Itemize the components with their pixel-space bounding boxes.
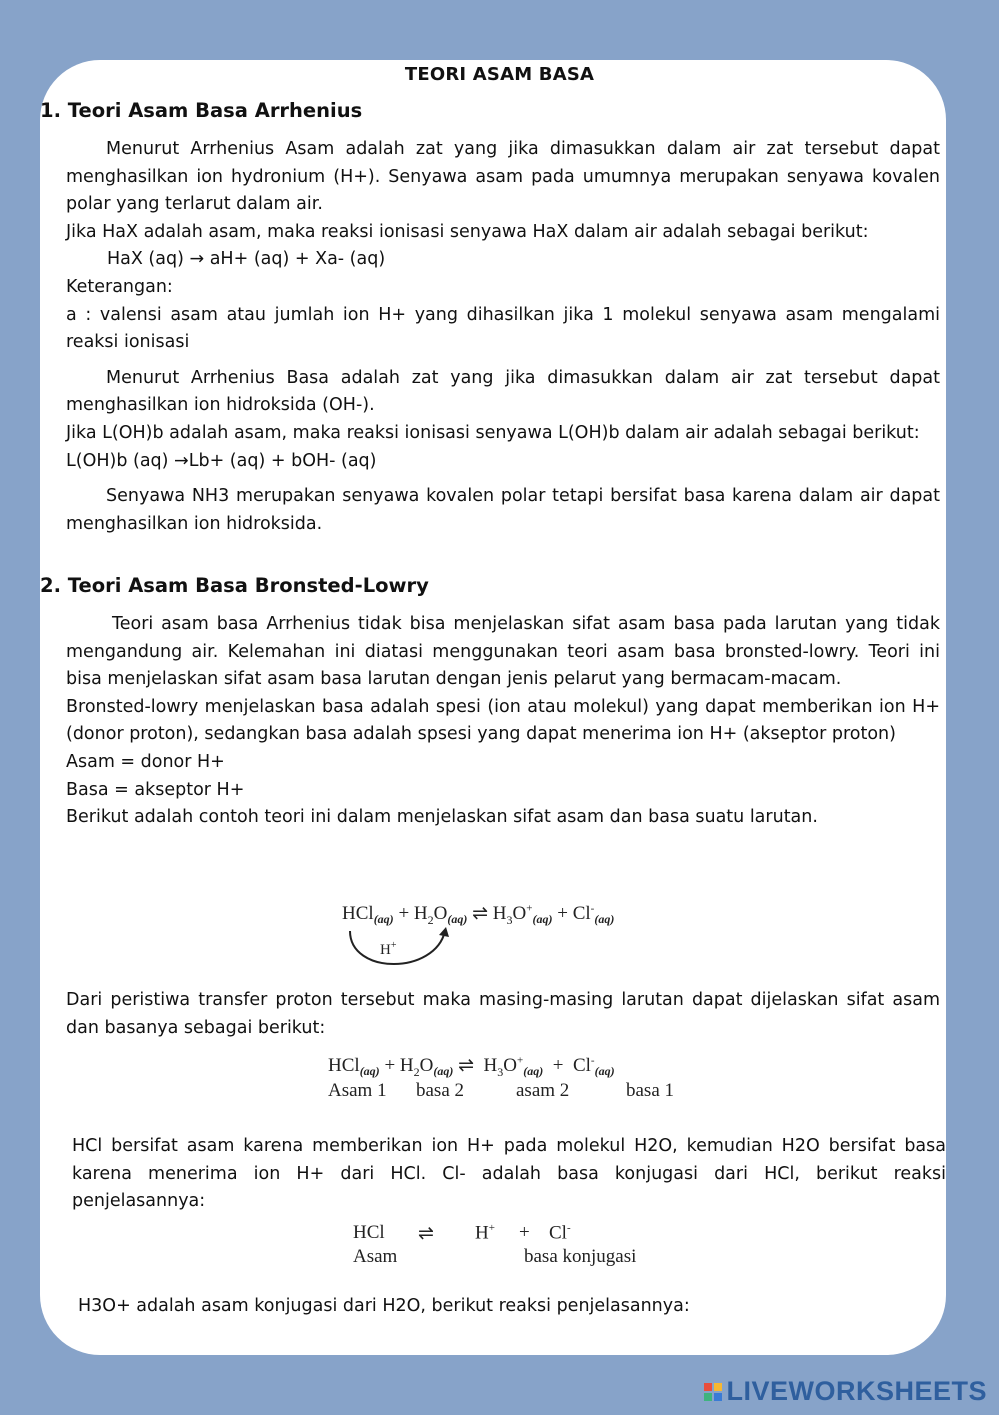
eq1-hcl: HCl <box>342 903 374 924</box>
acid-donor-line: Asam = donor H+ <box>66 751 225 772</box>
nh3-note: Senyawa NH3 merupakan senyawa kovalen polar tetapi bersifat basa karena dalam air dapat menghasilkan ion hidroksida. <box>66 486 940 534</box>
eq1-aq-4: (aq) <box>594 912 615 926</box>
eq2-arrow: ⇌ <box>458 1055 475 1076</box>
eq1-aq-1: (aq) <box>373 912 394 926</box>
liveworksheets-logo <box>704 1376 987 1407</box>
section-1-body <box>66 136 940 538</box>
eq3-label-asam: Asam <box>353 1246 398 1267</box>
loh-intro: Jika L(OH)b adalah asam, maka reaksi ionisasi senyawa L(OH)b dalam air adalah sebagai berikut: <box>66 422 920 443</box>
eq1-aq-2: (aq) <box>447 912 468 926</box>
hax-intro: Jika HaX adalah asam, maka reaksi ionisasi senyawa HaX dalam air adalah sebagai berikut: <box>66 221 869 242</box>
proton-transfer-arrow-icon <box>340 925 460 975</box>
section-2-body <box>66 611 940 832</box>
page-title: TEORI ASAM BASA <box>404 64 595 85</box>
base-acceptor-line: Basa = akseptor H+ <box>66 779 245 800</box>
eq1-plus-1: + <box>398 903 410 924</box>
eq1-h3o: $H_3O^+$ <box>492 902 533 927</box>
eq3-label-basa-konjugasi: basa konjugasi <box>524 1246 637 1267</box>
eq2-hcl: HCl <box>328 1055 360 1076</box>
eq2-h2o: $H_2O$ <box>399 1055 434 1079</box>
label-asam-2: asam 2 <box>516 1080 570 1101</box>
eq1-plus-2: + <box>557 903 568 924</box>
eq1-arrow: ⇌ <box>472 903 489 924</box>
section-2-heading: 2. Teori Asam Basa Bronsted-Lowry <box>40 574 429 597</box>
example-intro: Berikut adalah contoh teori ini dalam menjelaskan sifat asam dan basa suatu larutan. <box>66 807 818 828</box>
valence-note: a : valensi asam atau jumlah ion H+ yang dihasilkan jika 1 molekul senyawa asam mengalami reaksi ionisasi <box>66 304 940 353</box>
bronsted-intro: Teori asam basa Arrhenius tidak bisa menjelaskan sifat asam basa pada larutan yang tidak mengandung air. Kelemahan ini diatasi menggunakan teori asam basa bronsted-lowry. Teori ini bisa menjelaskan sifat asam basa larutan dengan jenis pelarut yang bermacam-macam. <box>66 614 940 690</box>
eq3-clminus: Cl- <box>549 1222 571 1244</box>
hcl-explanation: HCl bersifat asam karena memberikan ion H+ pada molekul H2O, kemudian H2O bersifat basa karena menerima ion H+ dari HCl. Cl- adalah basa konjugasi dari HCl, berikut reaksi penjelasannya: <box>72 1136 946 1212</box>
eq1-h2o: $H_2O$ <box>413 903 448 927</box>
eq2-h3o: $H_3O^+$ <box>483 1054 524 1079</box>
eq1-aq-3: (aq) <box>532 912 553 926</box>
eq2-cl: Cl- <box>572 1054 595 1076</box>
label-asam-1: Asam 1 <box>328 1080 387 1101</box>
liveworksheets-logo-text: LIVEWORKSHEETS <box>726 1376 987 1406</box>
hax-equation: HaX (aq) → aH+ (aq) + Xa- (aq) <box>107 249 386 270</box>
eq3-hplus: H+ <box>475 1222 495 1244</box>
proton-transfer-equation <box>342 902 614 928</box>
eq1-cl: Cl- <box>572 902 595 924</box>
acid-base-pairs-equation: $HCl_{(aq)} + H_2O_{(aq)}$ ⇌ $H_3O^+_{(aq)} + Cl^-_{(aq)}$ <box>328 1054 615 1079</box>
keterangan-label: Keterangan: <box>66 276 173 297</box>
arrhenius-acid-definition: Menurut Arrhenius Asam adalah zat yang jika dimasukkan dalam air zat tersebut dapat menghasilkan ion hydronium (H+). Senyawa asam pada umumnya merupakan senyawa kovalen polar yang terlarut dalam air. <box>66 139 940 215</box>
eq3-plus: + <box>519 1222 530 1243</box>
transferred-proton-label: H+ <box>380 940 397 958</box>
arrhenius-base-definition: Menurut Arrhenius Basa adalah zat yang jika dimasukkan dalam air zat tersebut dapat menghasilkan ion hidroksida (OH-). <box>66 367 940 416</box>
eq3-arrow: ⇌ <box>418 1223 434 1244</box>
liveworksheets-logo-icon <box>704 1383 722 1401</box>
label-basa-1: basa 1 <box>626 1080 675 1101</box>
eq3-hcl: HCl <box>353 1222 385 1243</box>
bronsted-definition: Bronsted-lowry menjelaskan basa adalah spesi (ion atau molekul) yang dapat memberikan ion H+ (donor proton), sedangkan basa adalah spsesi yang dapat menerima ion H+ (akseptor proton) <box>66 696 940 745</box>
transfer-explanation: Dari peristiwa transfer proton tersebut maka masing-masing larutan dapat dijelaskan sifat asam dan basanya sebagai berikut: <box>66 990 940 1038</box>
label-basa-2: basa 2 <box>416 1080 465 1101</box>
loh-equation: L(OH)b (aq) →Lb+ (aq) + bOH- (aq) <box>66 450 377 471</box>
h3o-explanation: H3O+ adalah asam konjugasi dari H2O, berikut reaksi penjelasannya: <box>78 1296 690 1316</box>
section-1-heading: 1. Teori Asam Basa Arrhenius <box>40 99 363 122</box>
